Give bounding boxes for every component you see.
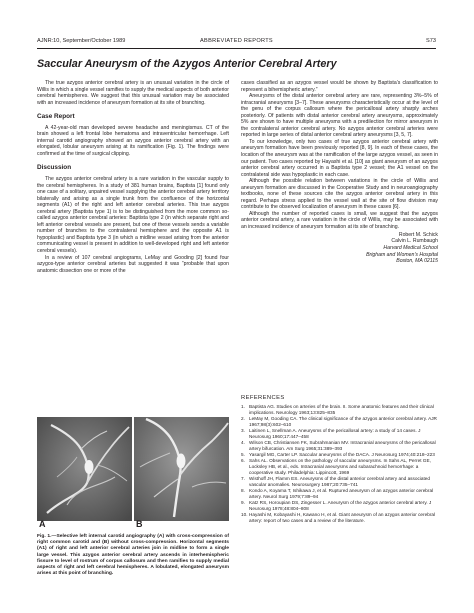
figure-caption: Fig. 1.—Selective left internal carotid angiography (A) with cross-compression of right common carotid and (B) without cross-compression. Horizontal segments (A1) of right and left anterior cerebral arteries join in midline to form a single large vessel. This azygos anterior cerebral artery ascends in interhemispheric fissure to level of rostrum of corpus callosum and then ramifies to supply medial aspects of right and left cerebral hemispheres. A lobulated, elongated aneurysm arises at this point of branching. — [37, 534, 229, 577]
discussion-paragraph: Aneurysms of the distal anterior cerebral artery are rare, representing 3%–5% of intracranial aneurysms [3–7]. These aneurysms characteristically occur at the level of the genu of the corpus callosum where the pericallosal artery sharply arches posteriorly. Of patients with distal anterior cerebral artery aneurysms, approximately 5% are shown to have multiple aneurysms with a predilection for mirror aneurysm in the contralateral anterior cerebral artery. No azygos anterior cerebral arteries were reported in large series of distal anterior cerebral artery aneurysms [3, 5, 7]. — [241, 93, 438, 139]
author-affiliation: Brigham and Women’s Hospital — [366, 251, 438, 258]
running-head — [37, 38, 436, 49]
reference-text: Yasargil MG, Carter LP. Saccular aneurysms of the DACA. J Neurosurg 1974;40:218–223 — [249, 452, 435, 457]
reference-text: Katz RS, Horoupian DS, Zingesser L. Aneurysm of the azygos anterior cerebral artery. J Neurosurg 1978;48:804–808 — [249, 500, 432, 511]
author-signature — [241, 232, 438, 266]
reference-item — [241, 404, 438, 416]
discussion-paragraph: cases classified as an azygos vessel would be shown by Baptista’s classification to represent a bihemispheric artery.” — [241, 80, 438, 93]
reference-text: Wilson CB, Christiansen FK, Subrahmanian MV. Intracranial aneurysms of the pericallosal artery bifurcation. Am Surg 1965;31:389–393 — [249, 440, 436, 451]
author-affiliation: Boston, MA 02115 — [396, 258, 438, 265]
reference-number: 2. — [241, 416, 245, 421]
discussion-paragraph: The azygos anterior cerebral artery is a rare variation in the vascular supply to the cerebral hemispheres. In a study of 381 human brains, Baptista [1] found only one case of a solitary, unpaired vessel supplying the anterior cerebral artery territory bilaterally and arising as a single trunk from the confluence of the horizontal segments (A1) of the right and left anterior cerebral arteries. This true azygos cerebral artery (Baptista type 1) is to be distinguished from the more common so-called azygos anterior cerebral arteries: Baptista type 2 (in which separate right and left anterior cerebral vessels are present, but one of these vessels sends a variable number of branches to the contralateral hemisphere and the opposite A1 is hypoplastic) and Baptista type 3 (in which a midline vessel arising from the anterior communicating vessel is present in addition to well-developed right and left anterior cerebral vessels). — [37, 176, 229, 255]
figure-label-a: A — [39, 519, 46, 529]
discussion-paragraph: To our knowledge, only two cases of true azygos anterior cerebral artery with aneurysm formation have been previously reported [8, 9]. In each of these cases, the location of the aneurysm was at the ramification of the large azygos vessel, as seen in our patient. Two cases reported by Hayashi et al. [10] as giant aneurysm of an azygos anterior cerebral artery occurred in a Baptista type 2 vessel; the A1 vessel on the contralateral side was hypoplastic in each case. — [241, 138, 438, 178]
discussion-paragraph: Although the number of reported cases is small, we suggest that the azygos anterior cerebral artery, a rare variation in the circle of Willis, may be associated with an increased incidence of aneurysm formation at its site of branching. — [241, 210, 438, 231]
discussion-paragraph: In a review of 107 cerebral angiograms, LeMay and Gooding [2] found four azygos-type anterior cerebral arteries but suggested it was “probable that upon anatomic dissection one or more of the — [37, 254, 229, 274]
reference-number: 5. — [241, 452, 245, 457]
figure-label-b: B — [136, 519, 143, 529]
article-title: Saccular Aneurysm of the Azygos Anterior Cerebral Artery — [37, 58, 337, 70]
left-column — [37, 80, 229, 274]
references-heading: REFERENCES — [241, 395, 285, 401]
reference-text: Wisthoff JH, Flamm ES. Aneurysms of the distal anterior cerebral artery and associated vascular anomalies. Neurosurgery 1987;20:735–741 — [249, 476, 430, 487]
reference-number: 6. — [241, 458, 245, 463]
reference-item — [241, 500, 438, 512]
reference-number: 1. — [241, 404, 245, 409]
reference-text: Baptista AG. Studies on arteries of the brain. II. Some anatomic features and their clinical implications. Neurology 1963;13:825–835 — [249, 404, 434, 415]
reference-text: Kondo A, Koyama T, Ishikawa J, et al. Ruptured aneurysm of an azygos anterior cerebral artery. Neurol Surg 1979;7:89–94 — [249, 488, 434, 499]
reference-item — [241, 440, 438, 452]
reference-number: 9. — [241, 500, 245, 505]
reference-text: Sahs AL. Observations on the pathology of saccular aneurysms. In Sahs AL, Perret GE, Locksley HB, et al., eds. Intracranial aneurysms and subarachnoid hemorrhage: a cooperative study. Philadelphia: Lippincott, 1969 — [249, 458, 431, 475]
author-name: Calvin L. Rumbaugh — [391, 238, 438, 245]
angiogram-image-a — [37, 417, 132, 521]
reference-number: 7. — [241, 476, 245, 481]
reference-number: 3. — [241, 428, 245, 433]
journal-citation: AJNR:10, September/October 1989 — [37, 38, 126, 44]
reference-item — [241, 488, 438, 500]
reference-item — [241, 416, 438, 428]
reference-text: LeMay M, Gooding CA. The clinical significance of the azygos anterior cerebral artery. AJR 1967;98(3):602–610 — [249, 416, 437, 427]
reference-item — [241, 458, 438, 476]
reference-number: 4. — [241, 440, 245, 445]
case-report-heading: Case Report — [37, 113, 75, 121]
angiogram-image-b — [134, 417, 229, 521]
page-number: S73 — [426, 38, 436, 44]
case-report-paragraph: A 42-year-old man developed severe headache and meningismus. CT of the brain showed a left frontal lobe hematoma and intraventricular hemorrhage. Left internal carotid angiography showed an azygos anterior cerebral artery with an elongated, lobular aneurysm arising at its ramification (Fig. 1). The findings were confirmed at the time of surgical clipping. — [37, 124, 229, 157]
discussion-heading: Discussion — [37, 164, 72, 172]
author-affiliation: Harvard Medical School — [383, 244, 438, 251]
reference-item — [241, 428, 438, 440]
reference-text: Laitinen L, Snellman A. Aneurysms of the pericallosal artery: a study of 14 cases. J Neurosurg 1960;17:447–458 — [249, 428, 421, 439]
reference-item — [241, 476, 438, 488]
right-column — [241, 80, 438, 265]
reference-number: 8. — [241, 488, 245, 493]
section-label: ABBREVIATED REPORTS — [200, 38, 273, 44]
discussion-paragraph: Although the possible relation between variations in the circle of Willis and aneurysm formation are discussed in the Cooperative Study and in neuroangiography textbooks, none of these sources cite the azygos anterior cerebral artery in this regard. Perhaps stress applied to the vessel wall at the site of flow division may contribute to the observed localization of aneurysm in these cases [6]. — [241, 178, 438, 211]
reference-number: 10. — [241, 512, 248, 517]
author-name: Robert M. Schick — [398, 231, 438, 238]
reference-text: Hayashi M, Kobayashi H, Kawano H, et al. Giant aneurysm of an azygos anterior cerebral artery: report of two cases and a review of the literature. — [249, 512, 436, 523]
reference-item — [241, 512, 438, 524]
intro-paragraph: The true azygos anterior cerebral artery is an unusual variation in the circle of Willis in which a single vessel ramifies to supply the medical aspects of both anterior cerebral hemispheres. We suggest that this unusual variation may be associated with an increased incidence of aneurysm formation at its site of branching. — [37, 80, 229, 106]
references-section — [241, 395, 438, 524]
figure-1 — [37, 417, 229, 529]
references-list — [241, 404, 438, 524]
